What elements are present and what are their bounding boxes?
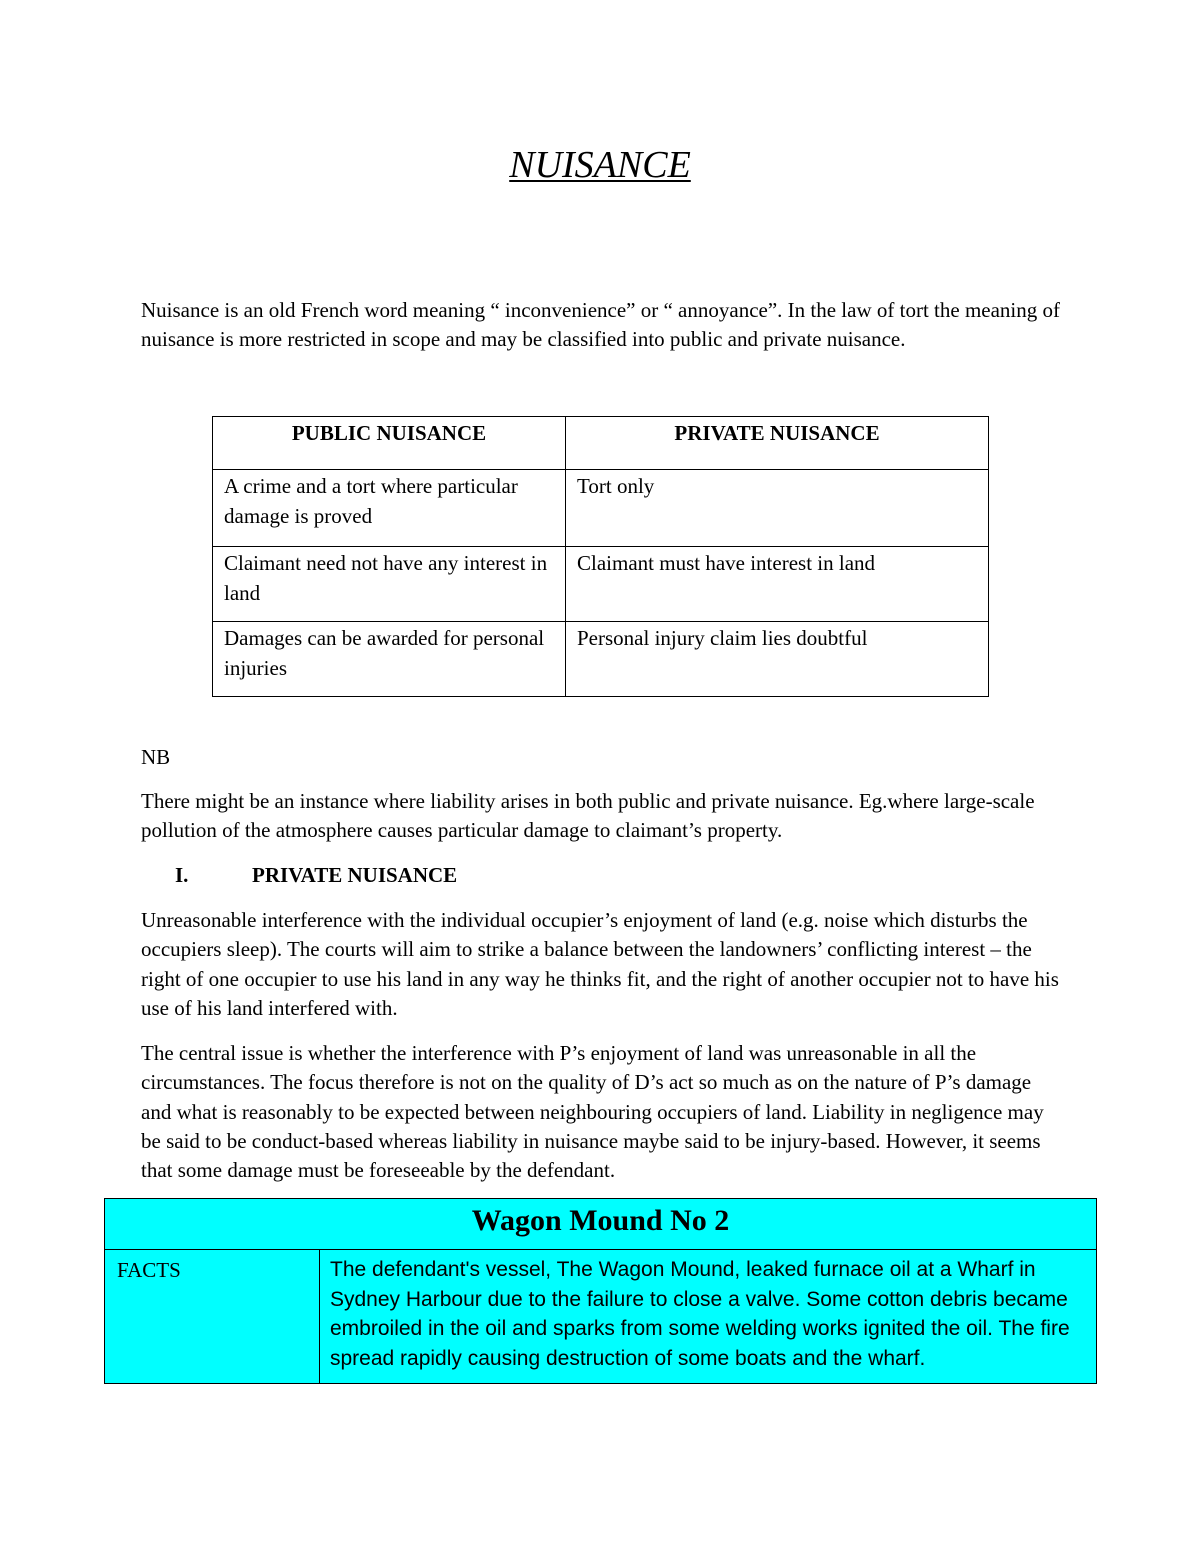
section-number: I. bbox=[175, 863, 189, 887]
comparison-table bbox=[212, 416, 989, 697]
section-heading-text: PRIVATE NUISANCE bbox=[252, 863, 458, 887]
table-row bbox=[213, 547, 989, 622]
page-title bbox=[0, 143, 1200, 187]
intro-paragraph: Nuisance is an old French word meaning “ inconvenience” or “ annoyance”. In the law of tort the meaning of nuisance is more restricted in scope and may be classified into public and private nuisance. bbox=[141, 298, 1060, 352]
case-facts-row bbox=[105, 1250, 1097, 1384]
table-cell: Personal injury claim lies doubtful bbox=[566, 622, 989, 697]
table-cell: Claimant need not have any interest in land bbox=[213, 547, 566, 622]
case-title: Wagon Mound No 2 bbox=[105, 1199, 1097, 1250]
section-heading bbox=[175, 861, 457, 890]
table-row bbox=[213, 622, 989, 697]
table-header-row bbox=[213, 417, 989, 470]
central-issue-paragraph: The central issue is whether the interference with P’s enjoyment of land was unreasonable in all the circumstances. The focus therefore is not on the quality of D’s act so much as on the nature of P’s damage and what is reasonably to be expected between neighbouring occupiers of land. Liability in negligence may be said to be conduct-based whereas liability in nuisance maybe said to be injury-based. However, it seems that some damage must be foreseeable by the defendant. bbox=[141, 1041, 1044, 1183]
case-facts-text: The defendant's vessel, The Wagon Mound, leaked furnace oil at a Wharf in Sydney Harbour due to the failure to close a valve. Some cotton debris became embroiled in the oil and sparks from some welding works ignited the oil. The fire spread rapidly causing destruction of some boats and the wharf. bbox=[320, 1250, 1097, 1384]
header-public-nuisance: PUBLIC NUISANCE bbox=[213, 417, 566, 470]
case-box bbox=[104, 1198, 1097, 1384]
table-cell: Damages can be awarded for personal injuries bbox=[213, 622, 566, 697]
header-private-nuisance: PRIVATE NUISANCE bbox=[566, 417, 989, 470]
table-cell: A crime and a tort where particular damage is proved bbox=[213, 470, 566, 547]
page-title-text: NUISANCE bbox=[509, 144, 691, 186]
nb-paragraph: There might be an instance where liability arises in both public and private nuisance. Eg.where large-scale pollution of the atmosphere causes particular damage to claimant’s property. bbox=[141, 789, 1035, 843]
nb-label: NB bbox=[141, 745, 171, 769]
table-row bbox=[213, 470, 989, 547]
table-cell: Claimant must have interest in land bbox=[566, 547, 989, 622]
case-title-row bbox=[105, 1199, 1097, 1250]
table-cell: Tort only bbox=[566, 470, 989, 547]
case-facts-label: FACTS bbox=[105, 1250, 320, 1384]
private-nuisance-description: Unreasonable interference with the individual occupier’s enjoyment of land (e.g. noise which disturbs the occupiers sleep). The courts will aim to strike a balance between the landowners’ conflicting interest – the right of one occupier to use his land in any way he thinks fit, and the right of another occupier not to have his use of his land interfered with. bbox=[141, 908, 1059, 1020]
